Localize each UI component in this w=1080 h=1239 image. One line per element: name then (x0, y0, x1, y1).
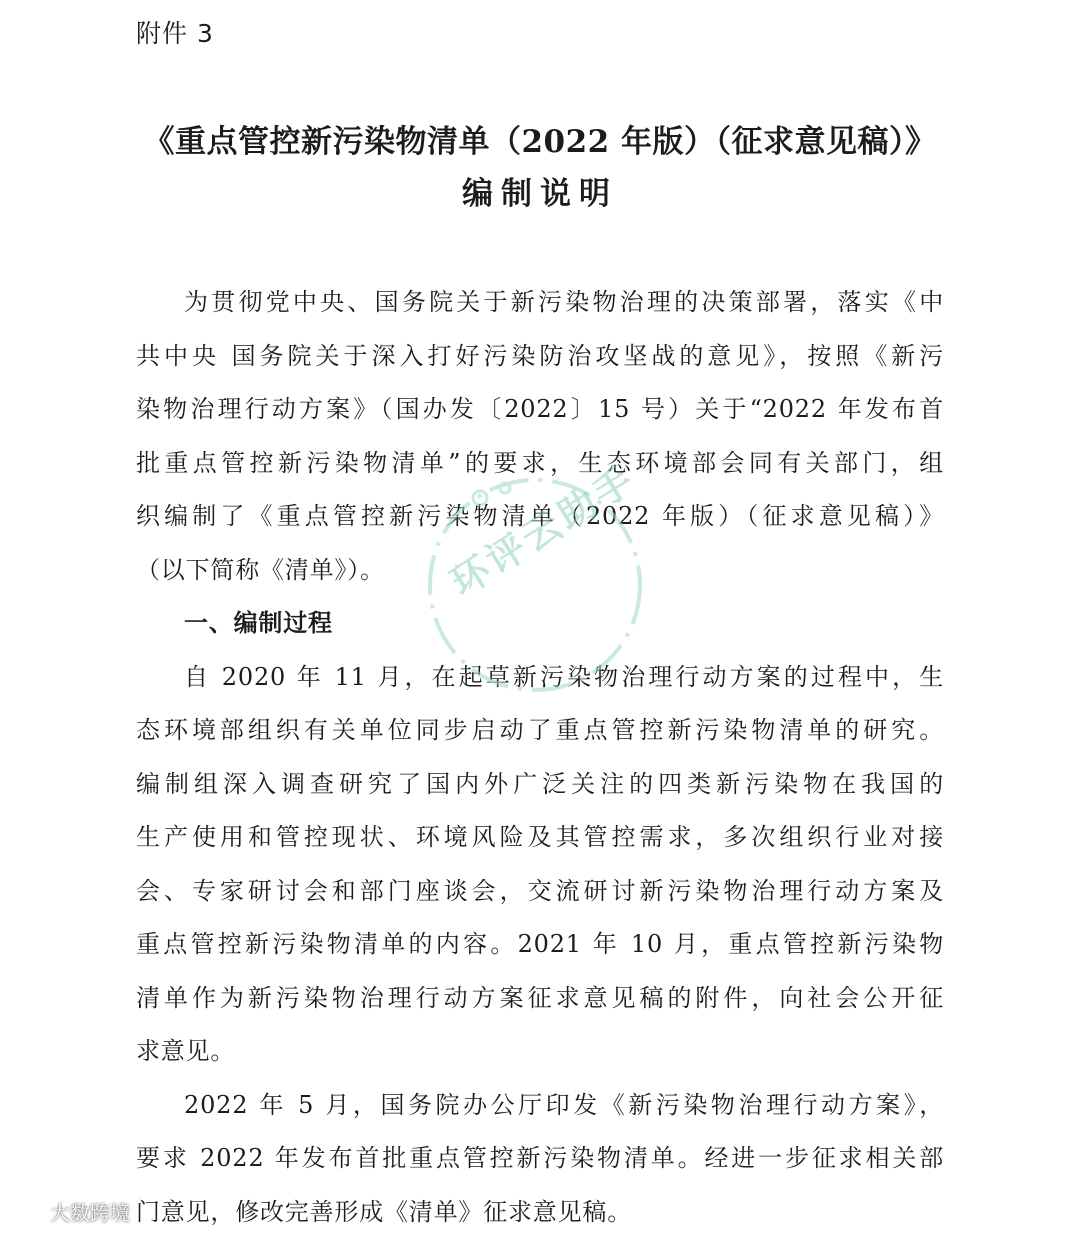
text-line: 织编制了《重点管控新污染物清单（2022 年版）（征求意见稿）》 (136, 490, 944, 544)
text-line: （以下简称《清单》）。 (136, 544, 944, 598)
watermark-text: 环评云助手 (438, 449, 645, 607)
source-badge (8, 1197, 130, 1226)
text-line: 为贯彻党中央、国务院关于新污染物治理的决策部署，落实《中 (136, 276, 944, 330)
document-subtitle: 编制说明 (0, 168, 1080, 213)
weibo-style-logo-icon (8, 1198, 44, 1226)
text-line: 编制组深入调查研究了国内外广泛关注的四类新污染物在我国的 (136, 758, 944, 812)
paragraph-process (136, 651, 944, 1079)
text-line: 求意见。 (136, 1025, 944, 1079)
text-line: 重点管控新污染物清单的内容。2021 年 10 月，重点管控新污染物 (136, 918, 944, 972)
document-body (136, 276, 944, 1239)
text-line: 生产使用和管控现状、环境风险及其管控需求，多次组织行业对接 (136, 811, 944, 865)
document-title: 《重点管控新污染物清单（2022 年版）（征求意见稿）》 (0, 116, 1080, 161)
text-line: 门意见，修改完善形成《清单》征求意见稿。 (136, 1186, 944, 1239)
text-line: 会、专家研讨会和部门座谈会，交流研讨新污染物治理行动方案及 (136, 865, 944, 919)
text-line: 清单作为新污染物治理行动方案征求意见稿的附件，向社会公开征 (136, 972, 944, 1026)
text-line: 2022 年 5 月，国务院办公厅印发《新污染物治理行动方案》， (136, 1079, 944, 1133)
paragraph-2022 (136, 1079, 944, 1239)
section-heading: 一、编制过程 (136, 597, 944, 651)
text-line: 染物治理行动方案》（国办发〔2022〕15 号）关于“2022 年发布首 (136, 383, 944, 437)
text-line: 批重点管控新污染物清单”的要求，生态环境部会同有关部门，组 (136, 437, 944, 491)
attachment-label: 附件 3 (136, 14, 214, 50)
text-line: 态环境部组织有关单位同步启动了重点管控新污染物清单的研究。 (136, 704, 944, 758)
text-line: 要求 2022 年发布首批重点管控新污染物清单。经进一步征求相关部 (136, 1132, 944, 1186)
paragraph-intro (136, 276, 944, 597)
text-line: 自 2020 年 11 月，在起草新污染物治理行动方案的过程中，生 (136, 651, 944, 705)
source-label: 大数跨境 (50, 1197, 130, 1226)
text-line: 共中央 国务院关于深入打好污染防治攻坚战的意见》，按照《新污 (136, 330, 944, 384)
